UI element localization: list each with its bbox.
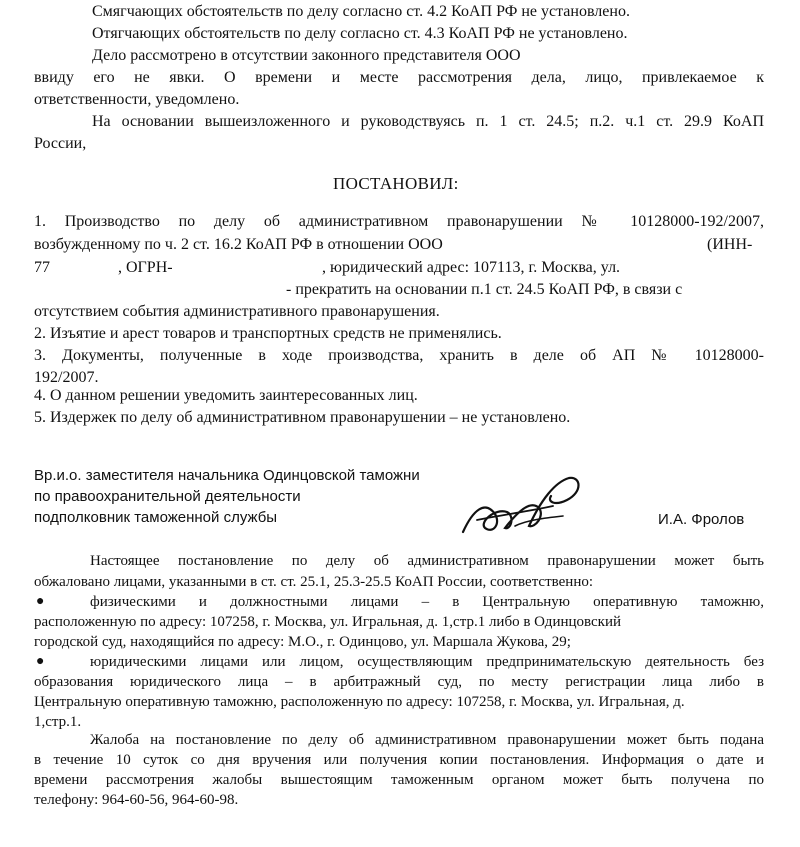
bullet-2-line-1: юридическими лицами или лицом, осуществляющим предпринимательскую деятельность без (90, 654, 764, 670)
mitigating-circumstances: Смягчающих обстоятельств по делу согласно ст. 4.2 КоАП РФ не установлено. (92, 3, 630, 20)
item-3-line-2: 192/2007. (34, 369, 99, 386)
signatory-department: по правоохранительной деятельности (34, 488, 301, 505)
bullet-1-line-1: физическими и должностными лицами – в Центральную оперативную таможню, (90, 594, 764, 610)
item-1-line-5: отсутствием события административного правонарушения. (34, 303, 440, 320)
item-1-line-2b: (ИНН- (707, 236, 753, 253)
appeal-para-1-line-2: обжаловано лицами, указанными в ст. ст. 25.1, 25.3-25.5 КоАП России, соответственно: (34, 574, 594, 590)
resolution-heading: ПОСТАНОВИЛ: (333, 174, 459, 193)
bullet-1-line-2: расположенную по адресу: 107258, г. Москва, ул. Игральная, д. 1,стр.1 либо в Одинцовский (34, 614, 622, 630)
item-1-line-1: 1. Производство по делу об административном правонарушении № 10128000-192/2007, (34, 213, 764, 230)
item-1-line-3c: , юридический адрес: 107113, г. Москва, ул. (322, 259, 621, 276)
aggravating-circumstances: Отягчающих обстоятельств по делу согласно ст. 4.3 КоАП РФ не установлено. (92, 25, 628, 42)
appeal-para-1-line-1: Настоящее постановление по делу об административном правонарушении может быть (90, 553, 764, 569)
appeal-para-2-line-1: Жалоба на постановление по делу об административном правонарушении может быть подана (90, 732, 764, 748)
signatory-position: Вр.и.о. заместителя начальника Одинцовской таможни (34, 467, 420, 484)
bullet-dot: ● (36, 654, 45, 669)
handwritten-signature (455, 470, 595, 550)
bullet-2-line-2: образования юридического лица – в арбитражный суд, по месту регистрации лица либо в (34, 674, 764, 690)
item-1-line-3a: 77 (34, 259, 50, 276)
signatory-name: И.А. Фролов (658, 511, 745, 528)
item-3-line-1: 3. Документы, полученные в ходе производства, хранить в деле об АП № 10128000- (34, 347, 764, 364)
bullet-dot: ● (36, 594, 45, 609)
absence-line-1: Дело рассмотрено в отсутствии законного представителя ООО (92, 47, 521, 64)
item-5: 5. Издержек по делу об административном правонарушении – не установлено. (34, 409, 571, 426)
bullet-1-line-3: городской суд, находящийся по адресу: М.О., г. Одинцово, ул. Маршала Жукова, 29; (34, 634, 571, 650)
signatory-rank: подполковник таможенной службы (34, 509, 278, 526)
item-2: 2. Изъятие и арест товаров и транспортных средств не применялись. (34, 325, 502, 342)
bullet-2-line-3: Центральную оперативную таможню, расположенную по адресу: 107258, г. Москва, ул. Игральная, д. (34, 694, 685, 710)
basis-line-2: России, (34, 135, 87, 152)
item-1-line-2a: возбужденному по ч. 2 ст. 16.2 КоАП РФ в отношении ООО (34, 236, 443, 253)
basis-line-1: На основании вышеизложенного и руководствуясь п. 1 ст. 24.5; п.2. ч.1 ст. 29.9 КоАП (92, 113, 764, 130)
appeal-para-2-line-2: в течение 10 суток со дня вручения или получения копии постановления. Информация о дате и (34, 752, 764, 768)
appeal-para-2-line-4: телефону: 964-60-56, 964-60-98. (34, 792, 239, 808)
absence-line-3: ответственности, уведомлено. (34, 91, 240, 108)
bullet-2-line-4: 1,стр.1. (34, 714, 82, 730)
absence-line-2: ввиду его не явки. О времени и месте рассмотрения дела, лицо, привлекаемое к (34, 69, 764, 86)
item-1-line-4: - прекратить на основании п.1 ст. 24.5 КоАП РФ, в связи с (286, 281, 683, 298)
appeal-para-2-line-3: времени рассмотрения жалобы вышестоящим таможенным органом может быть получена по (34, 772, 764, 788)
item-1-line-3b: , ОГРН- (118, 259, 173, 276)
item-4: 4. О данном решении уведомить заинтересованных лиц. (34, 387, 418, 404)
